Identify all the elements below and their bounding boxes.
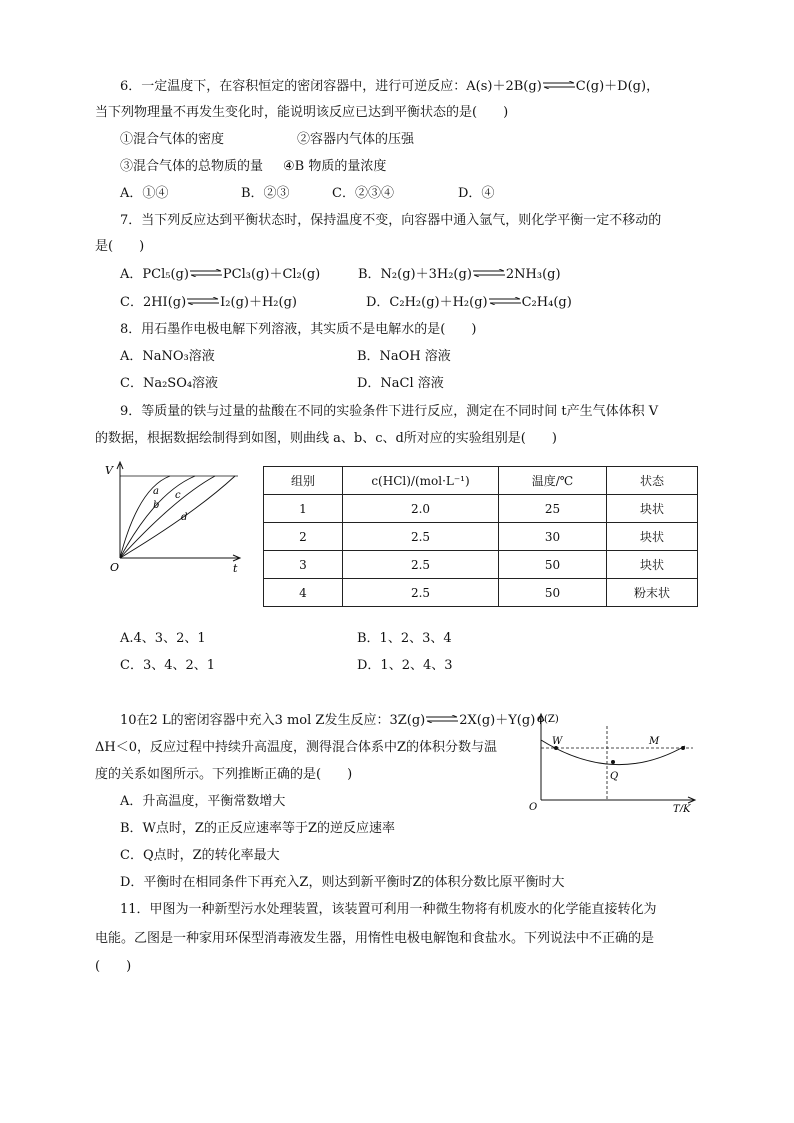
table-cell: 粉末状 [607,579,698,607]
q6-item-3: ③混合气体的总物质的量 [120,159,264,174]
q7-option-c[interactable]: C．2HI(g) I₂(g)＋H₂(g) [120,295,297,310]
table-cell: 2.0 [343,495,499,523]
q6-option-c[interactable]: C．②③④ [332,186,394,201]
q10-option-d[interactable]: D．平衡时在相同条件下再充入Z，则达到新平衡时Z的体积分数比原平衡时大 [120,875,565,890]
q10-graph [525,708,700,812]
q6-item-1: ①混合气体的密度 [120,132,225,147]
curve-a [120,476,170,558]
q8-option-a[interactable]: A．NaNO₃溶液 [120,349,215,364]
table-cell: 3 [264,551,343,579]
reversible-arrow-icon [489,297,521,305]
table-cell: 2 [264,523,343,551]
y-axis-label: φ(Z) [537,714,559,725]
q6-option-a[interactable]: A．①④ [120,186,169,201]
reversible-arrow-icon [543,81,575,89]
q9-option-a[interactable]: A.4、3、2、1 [120,631,206,646]
table-cell: 块状 [607,551,698,579]
table-row [264,579,698,607]
q6-item-2: ②容器内气体的压强 [297,132,415,147]
q10-option-a[interactable]: A．升高温度，平衡常数增大 [120,794,286,809]
point-w-label: W [552,736,563,747]
table-row [264,495,698,523]
q7-line2: 是( ) [95,239,145,254]
table-cell: 25 [499,495,607,523]
q11-line3: ( ) [95,959,132,974]
q10-line3: 度的关系如图所示。下列推断正确的是( ) [95,767,353,782]
origin-label: O [110,561,120,574]
table-row [264,523,698,551]
point-m [681,746,685,750]
point-q [611,760,615,764]
point-m-label: M [649,736,660,747]
q6-option-b[interactable]: B．②③ [241,186,290,201]
table-cell: 块状 [607,495,698,523]
origin-label: O [529,802,538,812]
table-cell: 50 [499,551,607,579]
table-cell: 4 [264,579,343,607]
q10-option-b[interactable]: B．W点时，Z的正反应速率等于Z的逆反应速率 [120,821,395,836]
table-cell: 块状 [607,523,698,551]
table-cell: 2.5 [343,523,499,551]
header-state: 状态 [607,467,698,495]
table-cell: 1 [264,495,343,523]
q10-line1: 10在2 L的密闭容器中充入3 mol Z发生反应：3Z(g) 2X(g)＋Y(g) [120,713,536,728]
q10-line2: ΔH＜0，反应过程中持续升高温度，测得混合体系中Z的体积分数与温 [95,740,498,755]
table-cell: 2.5 [343,579,499,607]
reversible-arrow-icon [187,297,219,305]
q7-option-b[interactable]: B．N₂(g)＋3H₂(g) 2NH₃(g) [358,267,561,282]
q7-option-a[interactable]: A．PCl₅(g) PCl₃(g)＋Cl₂(g) [120,267,321,282]
q9-data-table [263,466,698,607]
q8-option-b[interactable]: B．NaOH 溶液 [357,349,451,364]
q8-option-c[interactable]: C．Na₂SO₄溶液 [120,376,219,391]
curve-d [120,476,235,558]
table-cell: 30 [499,523,607,551]
q6-item-4: ④B 物质的量浓度 [283,159,387,174]
x-axis-label: T/K [673,804,691,812]
curve-a-label: a [153,486,159,497]
header-concentration: c(HCl)/(mol·L⁻¹) [343,467,499,495]
q6-line1: 6．一定温度下，在容积恒定的密闭容器中，进行可逆反应：A(s)＋2B(g) C(g)＋D(g)， [120,79,660,94]
point-q-label: Q [610,771,619,782]
y-axis-label: V [105,464,113,477]
q9-option-b[interactable]: B．1、2、3、4 [357,631,452,646]
header-temperature: 温度/℃ [499,467,607,495]
curve-b-label: b [153,500,160,511]
table-row [264,551,698,579]
q9-line1: 9．等质量的铁与过量的盐酸在不同的实验条件下进行反应，测定在不同时间 t产生气体体积 V [120,404,659,419]
table-header-row [264,467,698,495]
x-axis-label: t [233,562,238,575]
q9-option-d[interactable]: D．1、2、4、3 [357,658,453,673]
curve-d-label: d [181,512,188,523]
q9-line2: 的数据，根据数据绘制得到如图，则曲线 a、b、c、d所对应的实验组别是( ) [95,431,557,446]
q6-option-d[interactable]: D．④ [458,186,495,201]
q11-line2: 电能。乙图是一种家用环保型消毒液发生器，用惰性电极电解饱和食盐水。下列说法中不正确的是 [95,931,655,946]
q7-option-d[interactable]: D．C₂H₂(g)＋H₂(g) C₂H₄(g) [366,295,572,310]
q9-graph [100,458,250,576]
reversible-arrow-icon [473,269,505,277]
curve-c-label: c [175,490,181,501]
q8-option-d[interactable]: D．NaCl 溶液 [357,376,444,391]
q7-line1: 7．当下列反应达到平衡状态时，保持温度不变，向容器中通入氩气，则化学平衡一定不移动的 [120,213,662,228]
reversible-arrow-icon [190,269,222,277]
q11-line1: 11．甲图为一种新型污水处理装置，该装置可利用一种微生物将有机废水的化学能直接转化为 [120,902,657,917]
header-group: 组别 [264,467,343,495]
table-cell: 50 [499,579,607,607]
reversible-arrow-icon [426,715,458,723]
q9-option-c[interactable]: C．3、4、2、1 [120,658,216,673]
q8-line1: 8．用石墨作电极电解下列溶液，其实质不是电解水的是( ) [120,322,477,337]
table-cell: 2.5 [343,551,499,579]
q6-line2: 当下列物理量不再发生变化时，能说明该反应已达到平衡状态的是( ) [95,105,509,120]
q10-option-c[interactable]: C．Q点时，Z的转化率最大 [120,848,280,863]
